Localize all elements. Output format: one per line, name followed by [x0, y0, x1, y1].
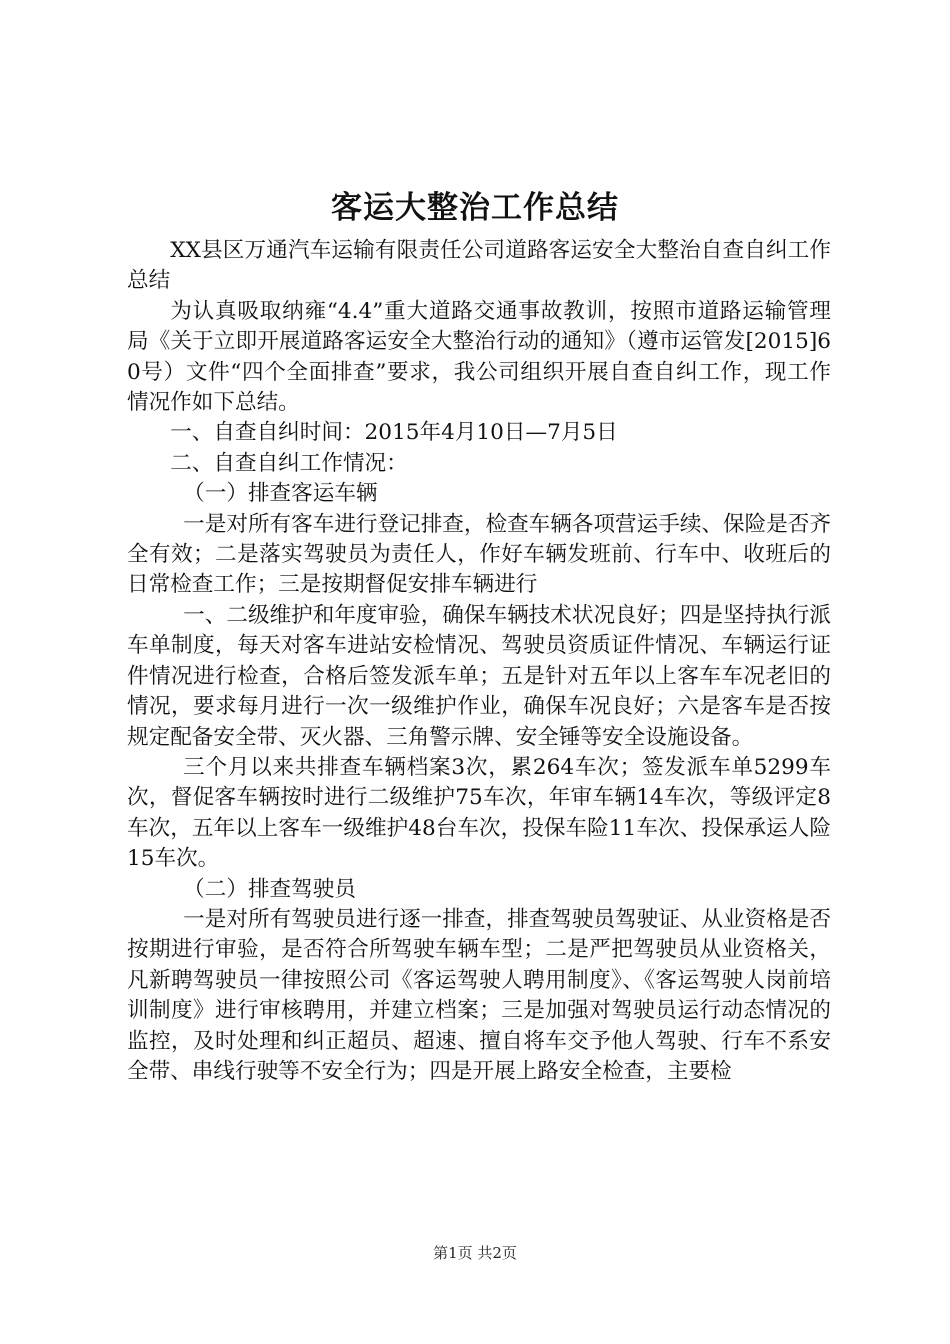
paragraph-driver-checks: 一是对所有驾驶员进行逐一排查，排查驾驶员驾驶证、从业资格是否按期进行审验，是否符合所驾驶车辆车型；二是严把驾驶员从业资格关，凡新聘驾驶员一律按照公司《客运驾驶人聘用制度》、《客运驾驶人岗前培训制度》进行审核聘用，并建立档案；三是加强对驾驶员运行动态情况的监控，及时处理和纠正超员、超速、擅自将车交予他人驾驶、行车不系安全带、串线行驶等不安全行为；四是开展上路安全检查，主要检 — [127, 906, 831, 1084]
paragraph-subsection-vehicles: （一）排查客运车辆 — [183, 481, 378, 507]
paragraph-vehicle-maintenance: 一、二级维护和年度审验，确保车辆技术状况良好；四是坚持执行派车单制度，每天对客车进站安检情况、驾驶员资质证件情况、车辆运行证件情况进行检查，合格后签发派车单；五是针对五年以上客车车况老旧的情况，要求每月进行一次一级维护作业，确保车况良好；六是客车是否按规定配备安全带、灭火器、三角警示牌、安全锤等安全设施设备。 — [127, 602, 831, 750]
paragraph-subsection-drivers: （二）排查驾驶员 — [183, 876, 356, 902]
document-title: 客运大整治工作总结 — [331, 190, 619, 226]
paragraph-section-time: 一、自查自纠时间：2015年4月10日—7月5日 — [170, 420, 618, 446]
paragraph-intro-heading: XX县区万通汽车运输有限责任公司道路客运安全大整治自查自纠工作总结 — [127, 238, 831, 294]
page-number: 第1页 共2页 — [433, 1244, 517, 1262]
paragraph-vehicle-statistics: 三个月以来共排查车辆档案3次，累264车次；签发派车单5299车次，督促客车辆按时进行二级维护75车次，年审车辆14车次，等级评定8车次，五年以上客车一级维护48台车次，投保车险11车次、投保承运人险15车次。 — [127, 754, 831, 872]
document-body — [127, 236, 831, 1087]
paragraph-vehicle-checks: 一是对所有客车进行登记排查，检查车辆各项营运手续、保险是否齐全有效；二是落实驾驶员为责任人，作好车辆发班前、行车中、收班后的日常检查工作；三是按期督促安排车辆进行 — [127, 511, 831, 598]
paragraph-section-work: 二、自查自纠工作情况： — [170, 450, 408, 476]
paragraph-background: 为认真吸取纳雍“4.4”重大道路交通事故教训，按照市道路运输管理局《关于立即开展道路客运安全大整治行动的通知》（遵市运管发[2015]60号）文件“四个全面排查”要求，我公司组织开展自查自纠工作，现工作情况作如下总结。 — [127, 298, 831, 416]
